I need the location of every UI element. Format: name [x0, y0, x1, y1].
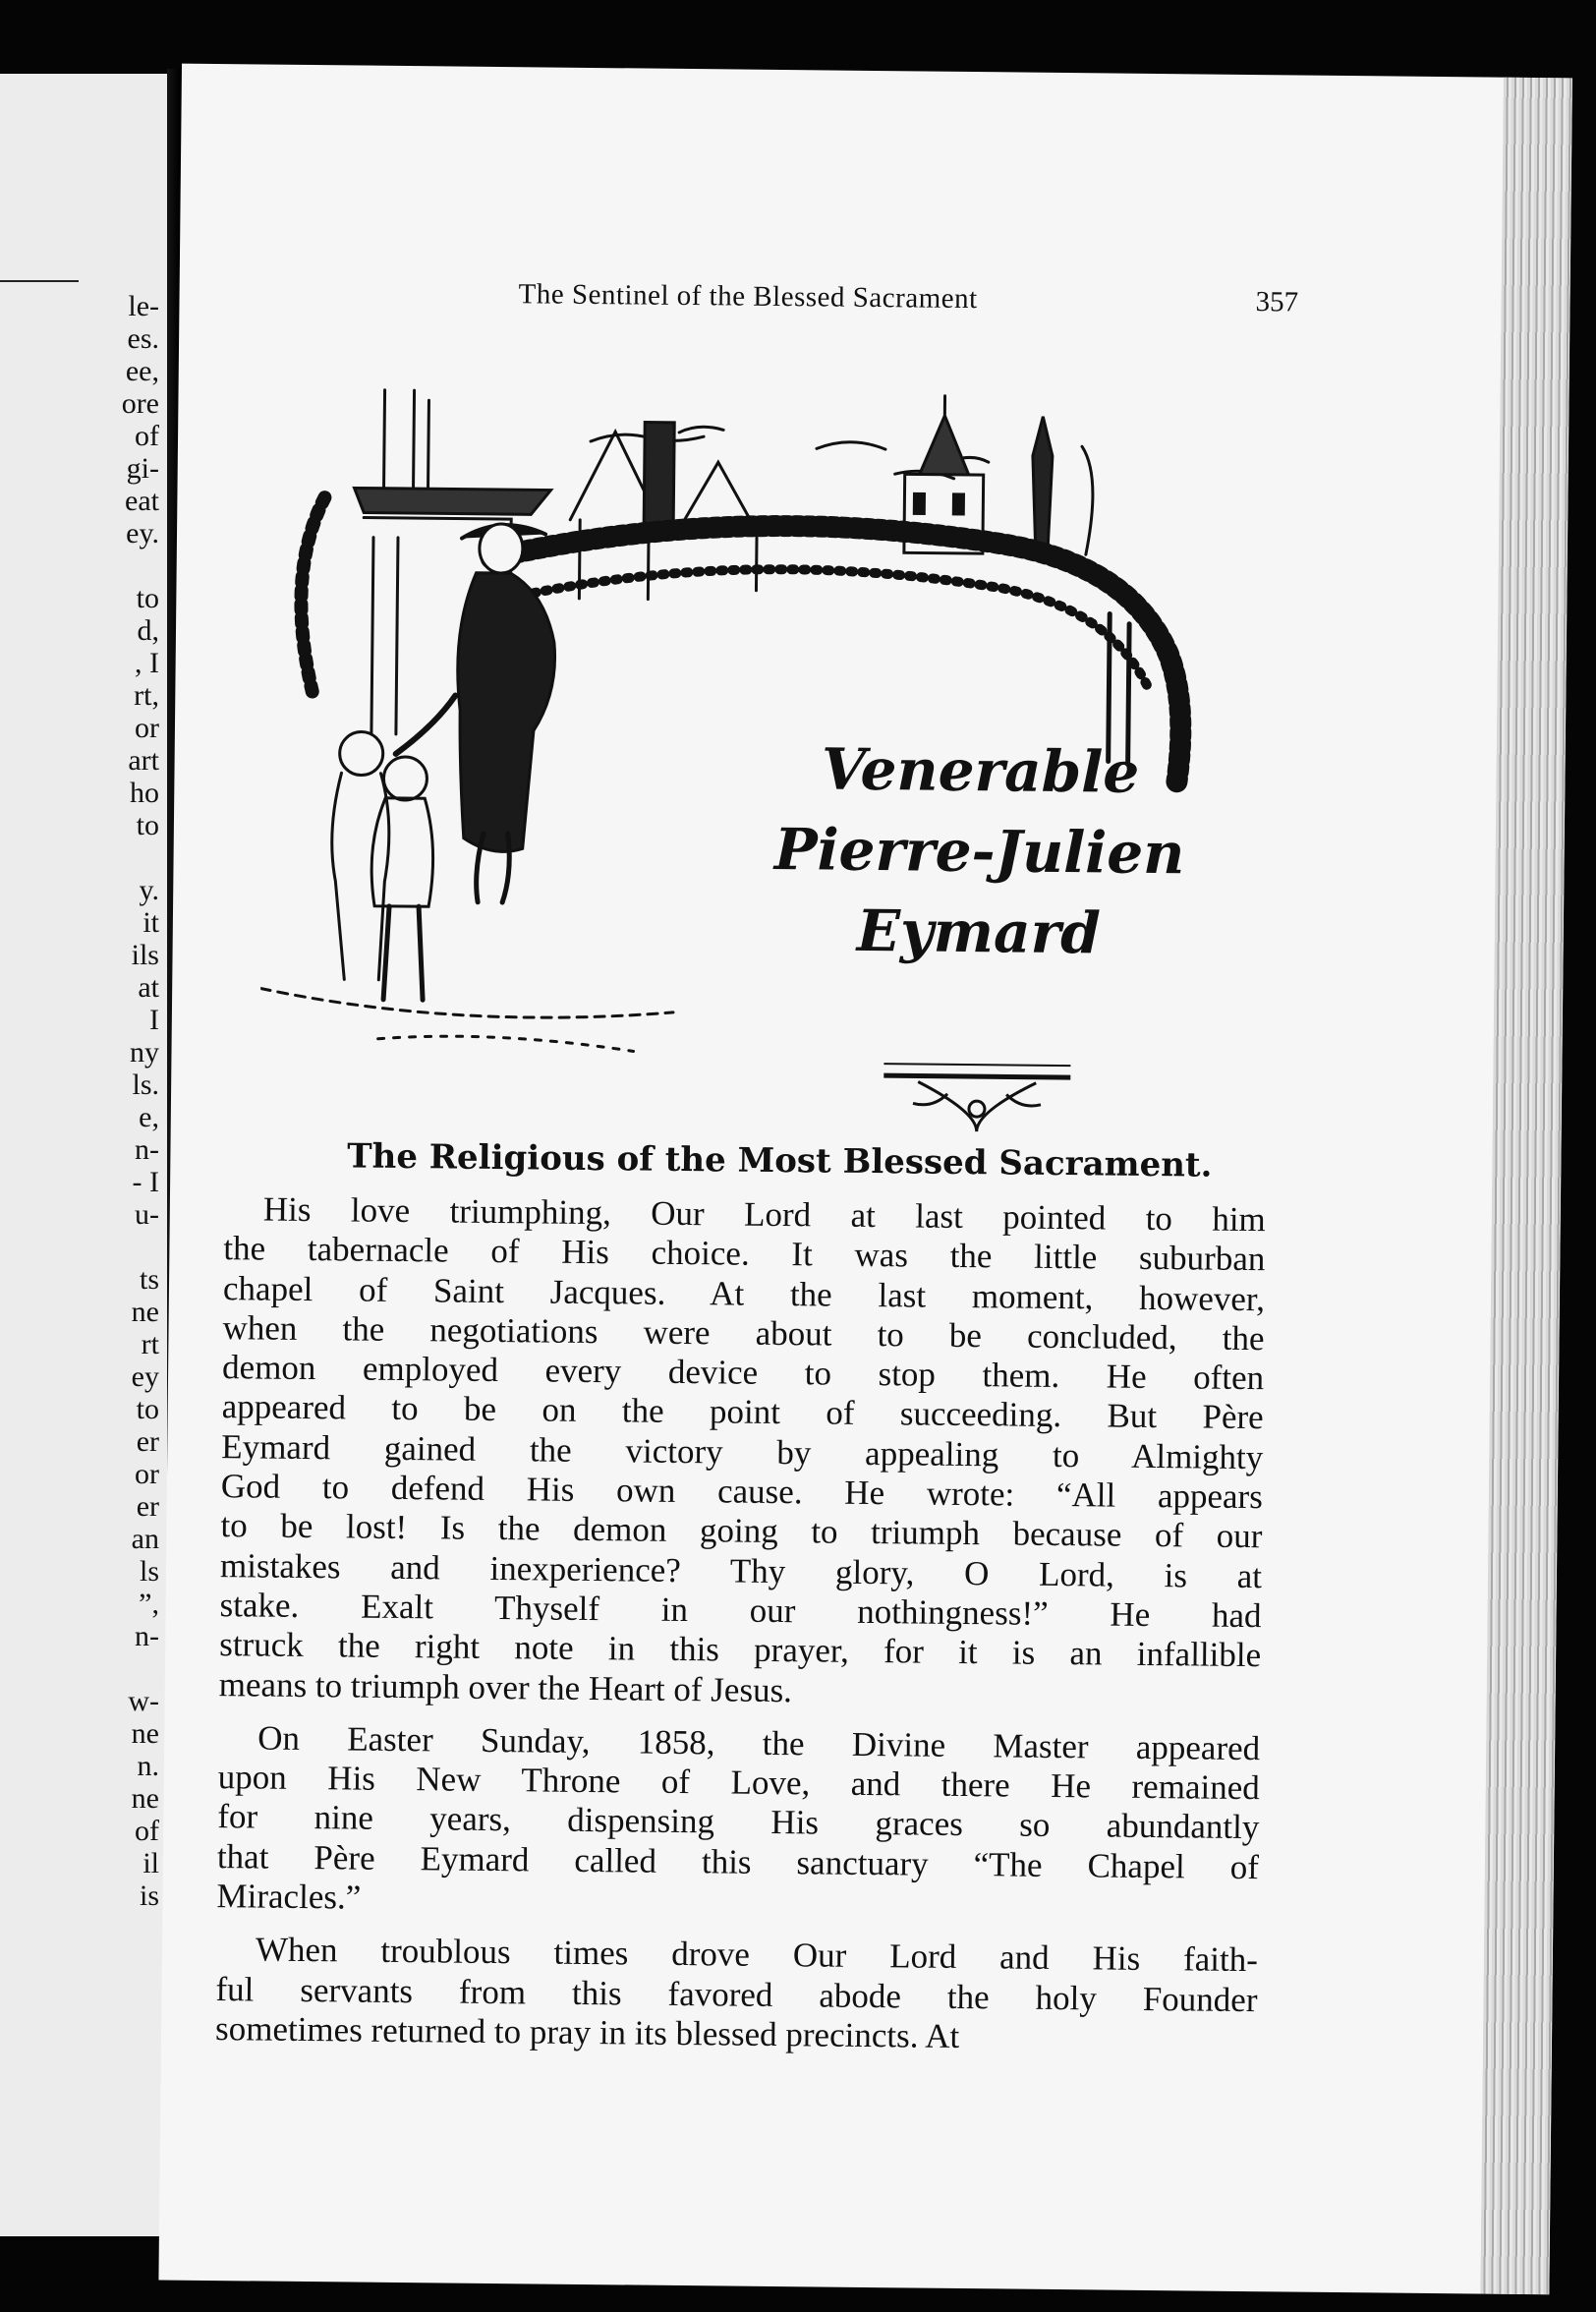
left-page-fragment: is	[139, 1879, 159, 1912]
left-page-fragment: ny	[130, 1036, 159, 1069]
left-page-fragment: or	[135, 712, 159, 744]
text-line: mistakes and inexperience? Thy glory, O Lord, is at	[219, 1545, 1263, 1595]
text-line: upon His New Throne of Love, and there He remained	[217, 1758, 1260, 1808]
left-page-fragment: I	[149, 1004, 159, 1036]
section-heading: The Religious of the Most Blessed Sacrament.	[347, 1136, 1213, 1185]
left-page-fragment: at	[138, 971, 159, 1004]
left-page-fragment: er	[136, 1425, 159, 1458]
text-line: to be lost! Is the demon going to triumph because of our	[220, 1506, 1263, 1556]
left-page-fragment	[12, 1652, 159, 1685]
text-line: stake. Exalt Thyself in our nothingness!” He had	[219, 1586, 1262, 1636]
paragraph	[216, 1718, 1260, 1928]
left-page-fragment: rt,	[134, 679, 159, 712]
left-page-fragment: ls	[139, 1555, 159, 1588]
paragraph	[215, 1930, 1258, 2059]
left-page-fragment: or	[135, 1458, 159, 1490]
left-page-fragment: ho	[130, 777, 159, 809]
article-title	[762, 728, 1197, 975]
title-line-1: Venerable	[821, 735, 1140, 806]
text-line: Eymard gained the victory by appealing to Almighty	[221, 1426, 1264, 1476]
text-line: On Easter Sunday, 1858, the Divine Master appeared	[257, 1718, 1261, 1768]
left-page-fragment: n-	[135, 1620, 159, 1652]
left-page-fragment: gi-	[126, 452, 159, 485]
left-page-text-fragments	[12, 290, 159, 1912]
left-page-fragment: , I	[135, 647, 159, 679]
left-page-fragment: of	[135, 420, 159, 452]
left-page-fragment: of	[135, 1815, 159, 1847]
text-line: the tabernacle of His choice. It was the little suburban	[223, 1229, 1266, 1279]
left-page-fragment: ne	[131, 1782, 159, 1815]
text-line: Miracles.”	[216, 1877, 362, 1917]
title-ornament	[879, 1054, 1076, 1144]
left-page-rule	[0, 280, 79, 282]
left-page-fragment	[12, 549, 159, 582]
left-page-fragment: ey	[131, 1360, 159, 1393]
left-page-fragment: u-	[135, 1198, 159, 1231]
left-page-fragment: art	[128, 744, 159, 777]
left-page-fragment: ts	[139, 1263, 159, 1296]
left-page-fragment: ls.	[132, 1069, 159, 1101]
left-page-fragment: an	[131, 1523, 159, 1555]
left-page-fragment: d,	[137, 614, 159, 647]
left-page-fragment: ne	[131, 1296, 159, 1328]
text-line: ful servants from this favored abode the holy Founder	[215, 1969, 1258, 2019]
running-head: The Sentinel of the Blessed Sacrament	[518, 278, 978, 316]
text-line: When troublous times drove Our Lord and His faith-	[255, 1930, 1259, 1980]
text-line: sometimes returned to pray in its blessed precincts. At	[214, 2008, 960, 2055]
left-page-fragment: to	[136, 809, 159, 841]
left-page-fragment: ”,	[139, 1588, 159, 1620]
left-page-fragment: il	[142, 1847, 159, 1879]
left-page-fragment: ore	[121, 387, 159, 420]
left-page-fragment: it	[142, 906, 159, 939]
left-page-fragment: - I	[132, 1166, 159, 1198]
left-page-fragment: ey.	[126, 517, 159, 549]
left-page-fragment	[12, 1231, 159, 1263]
right-page	[158, 64, 1572, 2295]
text-line: chapel of Saint Jacques. At the last moment, however,	[222, 1268, 1266, 1318]
left-page-fragment: le-	[128, 290, 159, 322]
title-line-2: Pierre-Julien	[773, 815, 1185, 888]
text-line: God to defend His own cause. He wrote: “All appears	[220, 1467, 1264, 1517]
left-page-edge	[0, 74, 167, 2236]
text-line: when the negotiations were about to be concluded, the	[222, 1307, 1265, 1358]
left-page-fragment: eat	[125, 485, 159, 517]
text-line: struck the right note in this prayer, for it is an infallible	[218, 1625, 1262, 1675]
left-page-fragment: y.	[139, 874, 159, 906]
text-line: that Père Eymard called this sanctuary “The Chapel of	[216, 1836, 1260, 1886]
text-line: demon employed every device to stop them. He often	[221, 1348, 1265, 1398]
left-page-fragment: ne	[131, 1717, 159, 1750]
article-body	[215, 1189, 1266, 2059]
left-page-fragment: n.	[137, 1750, 159, 1782]
left-page-fragment: to	[136, 582, 159, 614]
text-line: means to triumph over the Heart of Jesus.	[218, 1664, 793, 1709]
left-page-fragment	[12, 841, 159, 874]
left-page-fragment: rt	[141, 1328, 159, 1360]
title-line-3: Eymard	[856, 896, 1102, 967]
left-page-fragment: ils	[131, 939, 159, 971]
left-page-fragment: w-	[128, 1685, 159, 1717]
text-line: His love triumphing, Our Lord at last pointed to him	[262, 1189, 1266, 1240]
left-page-fragment: ee,	[125, 355, 159, 387]
text-line: for nine years, dispensing His graces so abundantly	[217, 1797, 1260, 1847]
text-line: appeared to be on the point of succeeding. But Père	[221, 1387, 1264, 1437]
left-page-fragment: e,	[139, 1101, 159, 1133]
paragraph	[219, 1189, 1266, 1715]
left-page-fragment: es.	[127, 322, 159, 355]
left-page-fragment: n-	[135, 1133, 159, 1166]
page-number: 357	[1255, 286, 1299, 318]
left-page-fragment: er	[136, 1490, 159, 1523]
left-page-fragment: to	[136, 1393, 159, 1425]
